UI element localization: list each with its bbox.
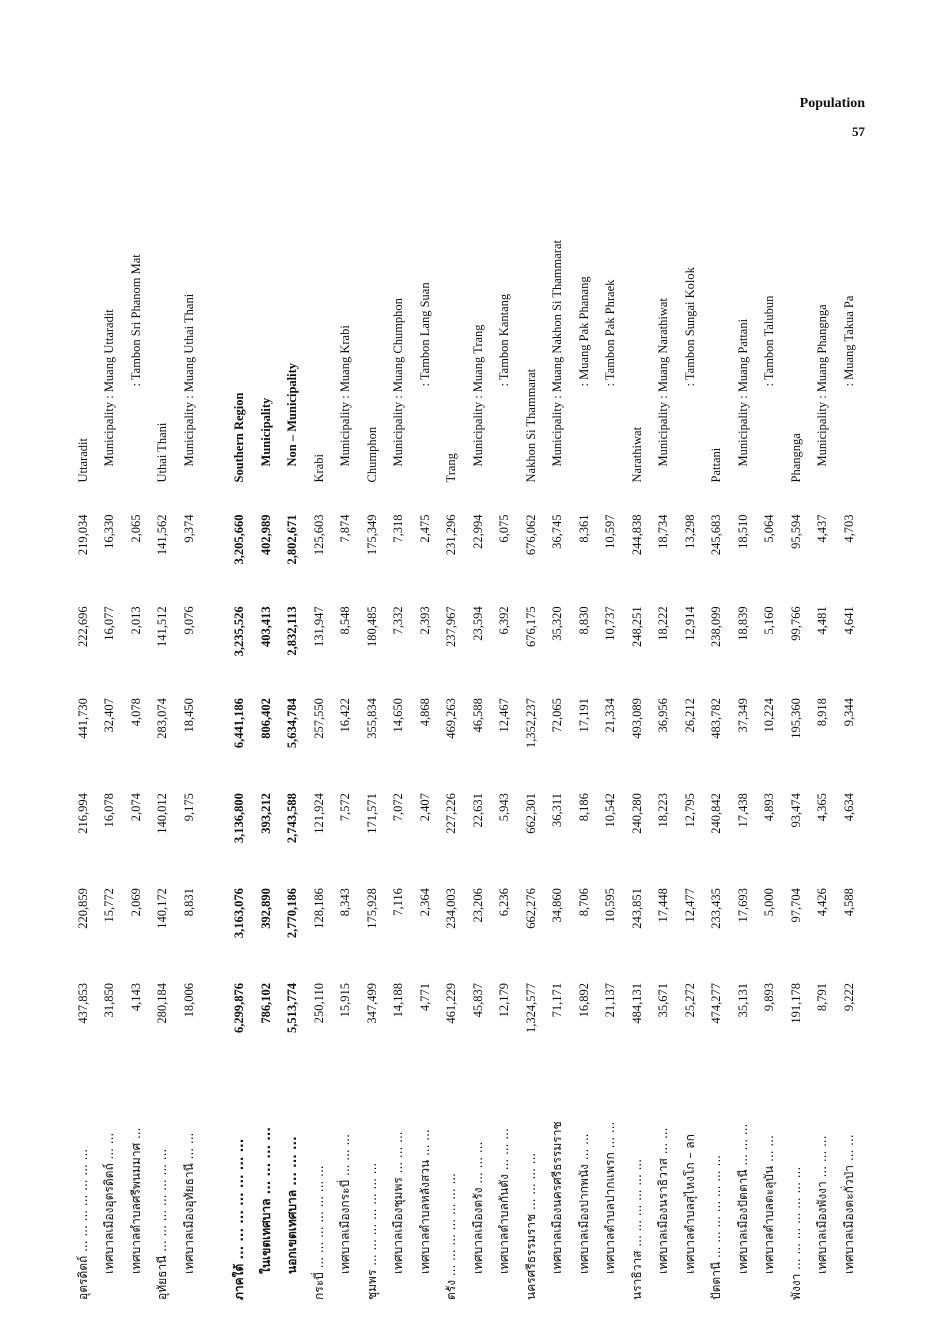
english-label-cell: Phangnga	[788, 433, 803, 483]
value-cell: 8,361	[576, 514, 591, 543]
value-cell: 10,224	[762, 698, 777, 733]
value-cell: 280,184	[155, 983, 170, 1024]
value-cell: 2,770,186	[285, 888, 300, 939]
page-header	[800, 96, 865, 140]
table-row	[253, 240, 280, 1300]
thai-label-cell: เทศบาลเมืองพังงา ... ... ...	[815, 1135, 830, 1274]
value-cell: 12,179	[497, 983, 512, 1018]
value-cell: 97,704	[788, 888, 803, 923]
value-cell: 72,065	[550, 698, 565, 733]
value-cell: 5,000	[762, 888, 777, 917]
value-cell: 1,324,577	[523, 983, 538, 1034]
value-cell: 4,143	[128, 983, 143, 1012]
value-cell: 35,671	[656, 983, 671, 1018]
value-cell: 355,834	[364, 698, 379, 739]
value-cell: 141,512	[155, 606, 170, 647]
thai-label-cell: เทศบาลเมืองกระบี่ ... ... ...	[338, 1134, 353, 1274]
table-row	[333, 240, 360, 1300]
value-cell: 4,634	[841, 793, 856, 822]
value-cell: 4,588	[841, 888, 856, 917]
english-label-cell: Municipality : Muang Phangnga	[815, 304, 830, 467]
value-cell: 393,212	[258, 793, 273, 834]
thai-label-cell: ปัตตานี ... ... ... ... ... ... ...	[709, 1155, 724, 1300]
value-cell: 18,450	[181, 698, 196, 733]
value-cell: 8,343	[338, 888, 353, 917]
table-row	[306, 240, 333, 1300]
value-cell: 8,186	[576, 793, 591, 822]
table-row	[757, 240, 784, 1300]
value-cell: 18,222	[656, 606, 671, 641]
value-cell: 15,772	[102, 888, 117, 923]
thai-label-cell: กระบี่ ... ... ... ... ... ... ...	[311, 1165, 326, 1300]
value-cell: 7,116	[391, 888, 406, 916]
english-label-cell: : Tambon Pak Phraek	[603, 279, 618, 387]
value-cell: 17,448	[656, 888, 671, 923]
thai-label-cell: เทศบาลเมืองนราธิวาส ... ...	[656, 1127, 671, 1274]
english-label-cell: : Tambon Sri Phanom Mat	[128, 254, 143, 387]
value-cell: 5,064	[762, 514, 777, 543]
value-cell: 4,641	[841, 606, 856, 635]
value-cell: 347,499	[364, 983, 379, 1024]
value-cell: 7,332	[391, 606, 406, 635]
value-cell: 6,392	[497, 606, 512, 635]
value-cell: 245,683	[709, 514, 724, 556]
table-row	[624, 240, 651, 1300]
value-cell: 6,075	[497, 514, 512, 543]
table-row	[97, 240, 124, 1300]
value-cell: 9,076	[181, 606, 196, 635]
value-cell: 14,188	[391, 983, 406, 1018]
value-cell: 4,426	[815, 888, 830, 917]
value-cell: 2,065	[128, 514, 143, 543]
value-cell: 4,703	[841, 514, 856, 543]
english-label-cell: : Tambon Kantang	[497, 293, 512, 387]
value-cell: 17,438	[735, 793, 750, 828]
value-cell: 8,791	[815, 983, 830, 1012]
value-cell: 195,360	[788, 698, 803, 739]
table-row	[730, 240, 757, 1300]
table-row	[150, 240, 177, 1300]
thai-label-cell: เทศบาลตำบลหลังสวน ... ...	[417, 1129, 432, 1274]
english-label-cell: Pattani	[709, 447, 724, 483]
spacer-cell	[203, 240, 227, 1300]
population-table-body	[70, 240, 863, 1300]
value-cell: 6,299,876	[232, 983, 247, 1034]
english-label-cell: Municipality : Muang Pattani	[735, 318, 750, 467]
thai-label-cell: เทศบาลเมืองปัตตานี ... ... ...	[735, 1123, 750, 1274]
value-cell: 250,110	[311, 983, 326, 1024]
table-row	[465, 240, 492, 1300]
english-label-cell: Municipality : Muang Nakhon Si Thammarat	[550, 240, 565, 467]
thai-label-cell: เทศบาลตำบลศรีพนมมาศ ...	[128, 1127, 143, 1274]
value-cell: 16,892	[576, 983, 591, 1018]
value-cell: 12,795	[682, 793, 697, 828]
value-cell: 3,136,800	[232, 793, 247, 844]
value-cell: 5,160	[762, 606, 777, 635]
value-cell: 37,349	[735, 698, 750, 733]
value-cell: 3,235,526	[232, 606, 247, 657]
table-row	[783, 240, 810, 1300]
value-cell: 9,374	[181, 514, 196, 543]
table-row	[70, 240, 97, 1300]
value-cell: 461,229	[444, 983, 459, 1024]
value-cell: 125,603	[311, 514, 326, 556]
value-cell: 5,634,784	[285, 698, 300, 749]
table-row	[412, 240, 439, 1300]
value-cell: 216,994	[75, 793, 90, 834]
value-cell: 10,597	[603, 514, 618, 549]
table-row	[280, 240, 307, 1300]
value-cell: 7,572	[338, 793, 353, 822]
value-cell: 35,320	[550, 606, 565, 641]
thai-label-cell: อุตรดิตถ์ ... ... ... ... ... ... ...	[75, 1148, 90, 1300]
value-cell: 121,924	[311, 793, 326, 834]
value-cell: 12,467	[497, 698, 512, 733]
value-cell: 240,842	[709, 793, 724, 834]
english-label-cell: Municipality : Muang Trang	[470, 324, 485, 467]
value-cell: 392,890	[258, 888, 273, 929]
value-cell: 2,393	[417, 606, 432, 635]
value-cell: 16,078	[102, 793, 117, 828]
value-cell: 2,407	[417, 793, 432, 822]
thai-label-cell: เทศบาลเมืองปากพนัง ... ...	[576, 1133, 591, 1274]
value-cell: 71,171	[550, 983, 565, 1018]
english-label-cell: Municipality : Muang Chumphon	[391, 298, 406, 467]
value-cell: 469,263	[444, 698, 459, 739]
value-cell: 662,301	[523, 793, 538, 834]
value-cell: 441,730	[75, 698, 90, 739]
value-cell: 10,542	[603, 793, 618, 828]
value-cell: 191,178	[788, 983, 803, 1024]
thai-label-cell: ตรัง ... ... ... ... ... ... ...	[444, 1173, 459, 1300]
value-cell: 171,571	[364, 793, 379, 834]
value-cell: 662,276	[523, 888, 538, 929]
value-cell: 9,222	[841, 983, 856, 1012]
value-cell: 4,481	[815, 606, 830, 635]
value-cell: 3,205,660	[232, 514, 247, 565]
value-cell: 248,251	[629, 606, 644, 647]
value-cell: 36,745	[550, 514, 565, 549]
value-cell: 231,296	[444, 514, 459, 556]
value-cell: 16,422	[338, 698, 353, 733]
value-cell: 2,069	[128, 888, 143, 917]
value-cell: 18,006	[181, 983, 196, 1018]
value-cell: 22,631	[470, 793, 485, 828]
value-cell: 474,277	[709, 983, 724, 1024]
value-cell: 4,868	[417, 698, 432, 727]
value-cell: 786,102	[258, 983, 273, 1024]
value-cell: 7,072	[391, 793, 406, 822]
thai-label-cell: นอกเขตเทศบาล ... ... ...	[285, 1136, 300, 1274]
table-row	[123, 240, 150, 1300]
value-cell: 23,206	[470, 888, 485, 923]
population-table	[70, 240, 863, 1300]
english-label-cell: Uthai Thani	[155, 422, 170, 483]
value-cell: 18,839	[735, 606, 750, 641]
value-cell: 219,034	[75, 514, 90, 556]
value-cell: 45,837	[470, 983, 485, 1018]
value-cell: 21,334	[603, 698, 618, 733]
table-row	[836, 240, 863, 1300]
value-cell: 18,734	[656, 514, 671, 549]
value-cell: 12,914	[682, 606, 697, 641]
table-row	[439, 240, 466, 1300]
thai-label-cell: อุทัยธานี ... ... ... ... ... ... ...	[155, 1148, 170, 1300]
value-cell: 676,175	[523, 606, 538, 647]
value-cell: 140,012	[155, 793, 170, 834]
value-cell: 13,298	[682, 514, 697, 549]
value-cell: 141,562	[155, 514, 170, 556]
value-cell: 26,212	[682, 698, 697, 733]
thai-label-cell: เทศบาลเมืองตรัง ... ... ...	[470, 1141, 485, 1274]
value-cell: 2,832,113	[285, 606, 300, 656]
english-label-cell: Narathiwat	[629, 426, 644, 483]
value-cell: 7,874	[338, 514, 353, 543]
value-cell: 2,475	[417, 514, 432, 543]
value-cell: 403,413	[258, 606, 273, 647]
value-cell: 17,191	[576, 698, 591, 733]
value-cell: 180,485	[364, 606, 379, 647]
value-cell: 806,402	[258, 698, 273, 739]
spacer-row	[203, 240, 227, 1300]
value-cell: 99,766	[788, 606, 803, 641]
value-cell: 6,441,186	[232, 698, 247, 749]
value-cell: 8,918	[815, 698, 830, 727]
value-cell: 4,365	[815, 793, 830, 822]
thai-label-cell: ในเขตเทศบาล ... ... ... ...	[258, 1127, 273, 1274]
value-cell: 46,588	[470, 698, 485, 733]
table-row	[227, 240, 254, 1300]
english-label-cell: Municipality : Muang Uttaradit	[102, 309, 117, 467]
english-label-cell: Southern Region	[232, 392, 247, 483]
english-label-cell: : Muang Pak Phanang	[576, 276, 591, 387]
thai-label-cell: เทศบาลเมืองอุทัยธานี ... ...	[181, 1132, 196, 1274]
value-cell: 240,280	[629, 793, 644, 834]
value-cell: 234,003	[444, 888, 459, 929]
english-label-cell: Non – Municipality	[285, 362, 300, 467]
thai-label-cell: เทศบาลเมืองชุมพร ... ... ...	[391, 1131, 406, 1274]
value-cell: 16,330	[102, 514, 117, 549]
value-cell: 8,830	[576, 606, 591, 635]
table-row	[386, 240, 413, 1300]
value-cell: 5,513,774	[285, 983, 300, 1034]
value-cell: 238,099	[709, 606, 724, 647]
table-row	[704, 240, 731, 1300]
table-row	[571, 240, 598, 1300]
value-cell: 4,893	[762, 793, 777, 822]
table-row	[176, 240, 203, 1300]
value-cell: 402,989	[258, 514, 273, 556]
thai-label-cell: เทศบาลตำบลสุไหงโก – ลก	[682, 1134, 697, 1274]
value-cell: 36,311	[550, 793, 565, 828]
english-label-cell: Municipality : Muang Narathiwat	[656, 298, 671, 467]
thai-label-cell: เทศบาลเมืองนครศรีธรรมราช	[550, 1121, 565, 1274]
value-cell: 2,743,588	[285, 793, 300, 844]
value-cell: 9,344	[841, 698, 856, 727]
value-cell: 283,074	[155, 698, 170, 739]
value-cell: 18,223	[656, 793, 671, 828]
value-cell: 18,510	[735, 514, 750, 549]
value-cell: 15,915	[338, 983, 353, 1018]
english-label-cell: Municipality : Muang Krabi	[338, 325, 353, 467]
value-cell: 244,838	[629, 514, 644, 556]
value-cell: 95,594	[788, 514, 803, 549]
value-cell: 5,943	[497, 793, 512, 822]
thai-label-cell: เทศบาลเมืองตะกั่วป่า ... ...	[841, 1134, 856, 1274]
thai-label-cell: เทศบาลตำบลปากแพรก ... ...	[603, 1121, 618, 1274]
english-label-cell: Municipality	[258, 397, 273, 467]
thai-label-cell: เทศบาลตำบลตะลุบัน ... ...	[762, 1135, 777, 1274]
value-cell: 243,851	[629, 888, 644, 929]
value-cell: 21,137	[603, 983, 618, 1018]
value-cell: 2,074	[128, 793, 143, 822]
table-row	[492, 240, 519, 1300]
english-label-cell: : Tambon Talubun	[762, 295, 777, 387]
value-cell: 22,994	[470, 514, 485, 549]
value-cell: 257,550	[311, 698, 326, 739]
value-cell: 23,594	[470, 606, 485, 641]
value-cell: 483,782	[709, 698, 724, 739]
value-cell: 9,893	[762, 983, 777, 1012]
value-cell: 4,771	[417, 983, 432, 1012]
value-cell: 10,595	[603, 888, 618, 923]
english-label-cell: : Muang Takua Pa	[841, 295, 856, 387]
thai-label-cell: พังงา ... ... ... ... ... ... ...	[788, 1166, 803, 1300]
value-cell: 8,831	[181, 888, 196, 917]
value-cell: 484,131	[629, 983, 644, 1024]
value-cell: 2,013	[128, 606, 143, 635]
thai-label-cell: เทศบาลเมืองอุตรดิตถ์ ... ...	[102, 1132, 117, 1274]
value-cell: 36,956	[656, 698, 671, 733]
thai-label-cell: เทศบาลตำบลกันตัง ... ... ...	[497, 1128, 512, 1274]
page-number: 57	[852, 124, 865, 139]
value-cell: 237,967	[444, 606, 459, 647]
thai-label-cell: ภาคใต้ ... ... ... ... ... ... ...	[232, 1138, 247, 1300]
english-label-cell: : Tambon Lang Suan	[417, 282, 432, 387]
table-row	[651, 240, 678, 1300]
value-cell: 493,089	[629, 698, 644, 739]
value-cell: 32,407	[102, 698, 117, 733]
value-cell: 128,186	[311, 888, 326, 929]
value-cell: 6,236	[497, 888, 512, 917]
value-cell: 9,175	[181, 793, 196, 822]
value-cell: 437,853	[75, 983, 90, 1024]
value-cell: 140,172	[155, 888, 170, 929]
value-cell: 8,548	[338, 606, 353, 635]
english-label-cell: Uttaradit	[75, 438, 90, 483]
value-cell: 227,226	[444, 793, 459, 834]
table-row	[359, 240, 386, 1300]
value-cell: 16,077	[102, 606, 117, 641]
english-label-cell: Chumphon	[364, 426, 379, 483]
value-cell: 676,062	[523, 514, 538, 556]
value-cell: 17,693	[735, 888, 750, 923]
table-row	[598, 240, 625, 1300]
thai-label-cell: ชุมพร ... ... ... ... ... ... ...	[364, 1162, 379, 1300]
thai-label-cell: นราธิวาส ... ... ... ... ... ...	[629, 1158, 644, 1300]
english-label-cell: Nakhon Si Thammarat	[523, 368, 538, 483]
value-cell: 2,364	[417, 888, 432, 917]
table-row	[545, 240, 572, 1300]
value-cell: 14,650	[391, 698, 406, 733]
value-cell: 10,737	[603, 606, 618, 641]
english-label-cell: Trang	[444, 453, 459, 483]
english-label-cell: Municipality : Muang Uthai Thani	[181, 293, 196, 467]
value-cell: 7,318	[391, 514, 406, 543]
value-cell: 175,349	[364, 514, 379, 556]
rotated-table-container	[70, 240, 856, 1300]
thai-label-cell: นครศรีธรรมราช ... ... ... ...	[523, 1152, 538, 1300]
value-cell: 1,352,237	[523, 698, 538, 749]
table-row	[518, 240, 545, 1300]
value-cell: 131,947	[311, 606, 326, 647]
page-title: Population	[799, 96, 865, 111]
value-cell: 25,272	[682, 983, 697, 1018]
value-cell: 8,706	[576, 888, 591, 917]
value-cell: 4,437	[815, 514, 830, 543]
value-cell: 12,477	[682, 888, 697, 923]
english-label-cell: : Tambon Sungai Kolok	[682, 267, 697, 387]
english-label-cell: Krabi	[311, 454, 326, 483]
value-cell: 220,859	[75, 888, 90, 929]
table-row	[677, 240, 704, 1300]
value-cell: 31,850	[102, 983, 117, 1018]
value-cell: 4,078	[128, 698, 143, 727]
value-cell: 35,131	[735, 983, 750, 1018]
value-cell: 2,802,671	[285, 514, 300, 565]
value-cell: 222,696	[75, 606, 90, 647]
value-cell: 3,163,076	[232, 888, 247, 939]
value-cell: 175,928	[364, 888, 379, 929]
table-row	[810, 240, 837, 1300]
value-cell: 233,435	[709, 888, 724, 929]
value-cell: 34,860	[550, 888, 565, 923]
value-cell: 93,474	[788, 793, 803, 828]
